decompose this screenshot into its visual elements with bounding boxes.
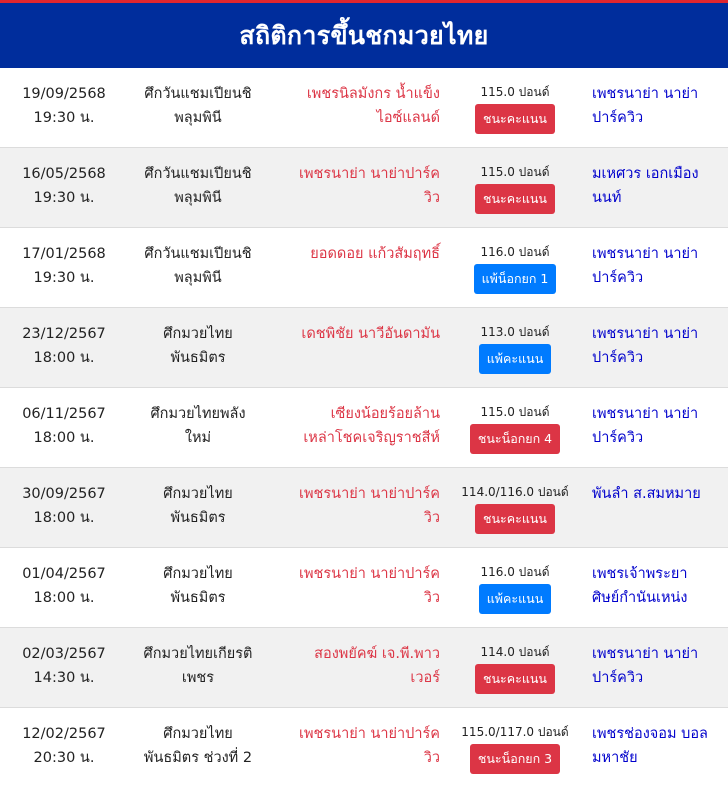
fight-date-cell (0, 402, 128, 450)
blue-corner-cell (586, 482, 728, 506)
event-name-cell (128, 322, 268, 370)
fight-date: 12/02/2567 (22, 726, 106, 742)
blue-corner-name[interactable]: ศิษย์กำนันเหน่ง (592, 590, 688, 606)
event-name-cell (128, 562, 268, 610)
blue-corner-name[interactable]: เพชรเจ้าพระยา (592, 566, 688, 582)
blue-corner-name[interactable]: มเหศวร เอกเมือง (592, 166, 699, 182)
fight-row (0, 388, 728, 468)
result-badge: ชนะน็อกยก 3 (470, 744, 560, 774)
fight-time: 18:00 น. (33, 510, 95, 526)
result-badge: ชนะน็อกยก 4 (470, 424, 560, 454)
fight-date: 02/03/2567 (22, 646, 106, 662)
weight-label: 114.0/116.0 ปอนด์ (461, 485, 569, 499)
blue-corner-cell (586, 402, 728, 450)
weight-label: 116.0 ปอนด์ (480, 245, 550, 259)
event-name-line: ศึกมวยไทย (163, 486, 233, 502)
red-corner-name: เวอร์ (410, 670, 440, 686)
red-corner-name: เพชรนาย่า นาย่าปาร์ค (299, 166, 440, 182)
blue-corner-name[interactable]: ปาร์ควิว (592, 350, 644, 366)
fight-date: 01/04/2567 (22, 566, 106, 582)
red-corner-name: วิว (423, 590, 440, 606)
fight-date-cell (0, 82, 128, 130)
red-corner-name: ยอดดอย แก้วสัมฤทธิ์ (310, 246, 440, 262)
red-corner-cell (268, 642, 444, 690)
blue-corner-name[interactable]: ปาร์ควิว (592, 110, 644, 126)
blue-corner-name[interactable]: ปาร์ควิว (592, 670, 644, 686)
result-cell (444, 242, 586, 294)
red-corner-cell (268, 82, 444, 130)
red-corner-name: เดชพิชัย นาวีอันดามัน (301, 326, 440, 342)
result-cell (444, 322, 586, 374)
weight-label: 115.0 ปอนด์ (480, 165, 550, 179)
event-name-cell (128, 402, 268, 450)
result-badge: แพ้คะแนน (479, 584, 552, 614)
fight-date: 23/12/2567 (22, 326, 106, 342)
blue-corner-cell (586, 162, 728, 210)
event-name-line: ศึกวันแชมเปียนชิ (144, 166, 252, 182)
event-name-line: พลุมพินี (174, 110, 222, 126)
event-name-line: พันธมิตร ช่วงที่ 2 (143, 750, 253, 766)
result-badge: แพ้คะแนน (479, 344, 552, 374)
red-corner-cell (268, 482, 444, 530)
fight-row (0, 228, 728, 308)
result-cell (444, 162, 586, 214)
blue-corner-name[interactable]: เพชรนาย่า นาย่า (592, 326, 699, 342)
red-corner-name: เซียงน้อยร้อยล้าน (330, 406, 440, 422)
fight-date-cell (0, 562, 128, 610)
fight-date-cell (0, 242, 128, 290)
fight-time: 18:00 น. (33, 590, 95, 606)
red-corner-cell (268, 322, 444, 346)
blue-corner-name[interactable]: เพชรนาย่า นาย่า (592, 646, 699, 662)
red-corner-name: เพชรนาย่า นาย่าปาร์ค (299, 566, 440, 582)
weight-label: 115.0 ปอนด์ (480, 405, 550, 419)
page-title: สถิติการขึ้นชกมวยไทย (239, 20, 489, 50)
event-name-cell (128, 642, 268, 690)
fight-row (0, 468, 728, 548)
blue-corner-cell (586, 242, 728, 290)
fight-date-cell (0, 722, 128, 770)
event-name-line: เพชร (181, 670, 215, 686)
result-cell (444, 482, 586, 534)
page-title-bar (0, 3, 728, 68)
fight-date: 06/11/2567 (22, 406, 106, 422)
event-name-line: พลุมพินี (174, 270, 222, 286)
event-name-line: ศึกมวยไทยพลัง (150, 406, 246, 422)
fight-row (0, 708, 728, 786)
red-corner-name: เพชรนาย่า นาย่าปาร์ค (299, 726, 440, 742)
fight-time: 14:30 น. (33, 670, 95, 686)
red-corner-name: สองพยัคฆ์ เจ.พี.พาว (314, 646, 440, 662)
fight-date-cell (0, 482, 128, 530)
result-badge: ชนะคะแนน (475, 104, 555, 134)
fight-row (0, 68, 728, 148)
weight-label: 113.0 ปอนด์ (480, 325, 550, 339)
result-badge: ชนะคะแนน (475, 184, 555, 214)
event-name-line: ใหม่ (184, 430, 212, 446)
result-badge: ชนะคะแนน (475, 504, 555, 534)
event-name-line: ศึกวันแชมเปียนชิ (144, 246, 252, 262)
event-name-line: พันธมิตร (170, 510, 226, 526)
event-name-cell (128, 82, 268, 130)
result-badge: ชนะคะแนน (475, 664, 555, 694)
event-name-line: ศึกมวยไทย (163, 326, 233, 342)
blue-corner-name[interactable]: พันลำ ส.สมหมาย (592, 486, 701, 502)
event-name-line: ศึกมวยไทย (163, 566, 233, 582)
weight-label: 114.0 ปอนด์ (480, 645, 550, 659)
result-cell (444, 562, 586, 614)
weight-label: 116.0 ปอนด์ (480, 565, 550, 579)
red-corner-cell (268, 242, 444, 266)
fight-date-cell (0, 642, 128, 690)
blue-corner-cell (586, 322, 728, 370)
result-cell (444, 402, 586, 454)
blue-corner-name[interactable]: เพชรนาย่า นาย่า (592, 406, 699, 422)
fight-date: 19/09/2568 (22, 86, 106, 102)
fight-time: 18:00 น. (33, 430, 95, 446)
fight-record-table (0, 68, 728, 786)
fight-row (0, 308, 728, 388)
event-name-cell (128, 482, 268, 530)
weight-label: 115.0 ปอนด์ (480, 85, 550, 99)
blue-corner-cell (586, 642, 728, 690)
fight-row (0, 628, 728, 708)
result-cell (444, 642, 586, 694)
event-name-line: ศึกมวยไทยเกียรติ (143, 646, 253, 662)
blue-corner-name[interactable]: ปาร์ควิว (592, 430, 644, 446)
fight-time: 18:00 น. (33, 350, 95, 366)
red-corner-name: เพชรนาย่า นาย่าปาร์ค (299, 486, 440, 502)
blue-corner-name[interactable]: นนท์ (592, 190, 622, 206)
result-cell (444, 722, 586, 774)
event-name-line: ศึกมวยไทย (163, 726, 233, 742)
fight-time: 19:30 น. (33, 270, 95, 286)
event-name-line: พันธมิตร (170, 350, 226, 366)
blue-corner-name[interactable]: มหาชัย (592, 750, 638, 766)
event-name-cell (128, 242, 268, 290)
red-corner-name: ไอซ์แลนด์ (376, 110, 440, 126)
event-name-line: ศึกวันแชมเปียนชิ (144, 86, 252, 102)
blue-corner-cell (586, 722, 728, 770)
result-badge: แพ้น็อกยก 1 (474, 264, 557, 294)
event-name-line: พลุมพินี (174, 190, 222, 206)
result-cell (444, 82, 586, 134)
red-corner-cell (268, 162, 444, 210)
fight-date: 16/05/2568 (22, 166, 106, 182)
red-corner-name: วิว (423, 510, 440, 526)
fight-time: 19:30 น. (33, 190, 95, 206)
fight-date: 17/01/2568 (22, 246, 106, 262)
red-corner-name: เพชรนิลมังกร น้ำแข็ง (306, 86, 440, 102)
fight-row (0, 148, 728, 228)
event-name-cell (128, 162, 268, 210)
red-corner-cell (268, 722, 444, 770)
fight-date-cell (0, 162, 128, 210)
weight-label: 115.0/117.0 ปอนด์ (461, 725, 569, 739)
blue-corner-name[interactable]: เพชรช่องจอม บอล (592, 726, 708, 742)
event-name-line: พันธมิตร (170, 590, 226, 606)
fight-date-cell (0, 322, 128, 370)
event-name-cell (128, 722, 268, 770)
blue-corner-cell (586, 562, 728, 610)
blue-corner-name[interactable]: เพชรนาย่า นาย่า (592, 86, 699, 102)
blue-corner-name[interactable]: ปาร์ควิว (592, 270, 644, 286)
red-corner-name: วิว (423, 750, 440, 766)
red-corner-name: เหล่าโชคเจริญราชสีห์ (303, 430, 440, 446)
fight-date: 30/09/2567 (22, 486, 106, 502)
red-corner-name: วิว (423, 190, 440, 206)
blue-corner-cell (586, 82, 728, 130)
blue-corner-name[interactable]: เพชรนาย่า นาย่า (592, 246, 699, 262)
fight-time: 19:30 น. (33, 110, 95, 126)
fight-time: 20:30 น. (33, 750, 95, 766)
red-corner-cell (268, 562, 444, 610)
red-corner-cell (268, 402, 444, 450)
fight-row (0, 548, 728, 628)
